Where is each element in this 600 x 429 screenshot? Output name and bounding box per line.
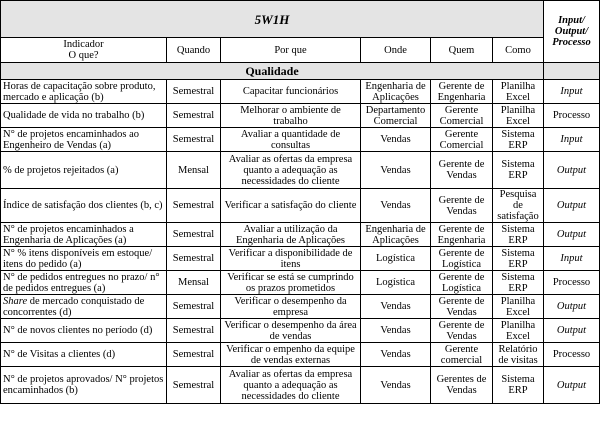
- cell-onde: Engenharia de Aplicações: [361, 80, 431, 104]
- header-onde: Onde: [361, 38, 431, 63]
- cell-por-que: Avaliar a quantidade de consultas: [221, 128, 361, 152]
- cell-onde: Engenharia de Aplicações: [361, 223, 431, 247]
- cell-por-que: Verificar a disponibilidade de itens: [221, 247, 361, 271]
- header-indicador-line1: Indicador: [63, 39, 104, 50]
- cell-io: Output: [544, 189, 600, 223]
- cell-indicador: [1, 189, 167, 223]
- cell-indicador: [1, 271, 167, 295]
- cell-quando: Semestral: [167, 247, 221, 271]
- cell-indicador: [1, 128, 167, 152]
- cell-quando: Semestral: [167, 80, 221, 104]
- header-indicador-line2: O que?: [68, 50, 99, 61]
- cell-como: Sistema ERP: [493, 271, 544, 295]
- cell-como: Sistema ERP: [493, 128, 544, 152]
- cell-io: Output: [544, 319, 600, 343]
- header-como: Como: [493, 38, 544, 63]
- cell-indicador: [1, 295, 167, 319]
- cell-como: Relatório de visitas: [493, 343, 544, 367]
- table-row: [1, 271, 600, 295]
- cell-io: Output: [544, 295, 600, 319]
- cell-indicador: [1, 343, 167, 367]
- cell-quem: Gerente de Vendas: [431, 319, 493, 343]
- cell-quando: Semestral: [167, 343, 221, 367]
- header-row: [1, 38, 600, 63]
- table-row: [1, 319, 600, 343]
- cell-indicador-text: N° de projetos aprovados/ N° projetos encaminhados (b): [3, 374, 164, 396]
- cell-indicador-text: N° de projetos encaminhados a Engenharia de Aplicações (a): [3, 223, 134, 246]
- section-label: Qualidade: [1, 63, 544, 80]
- cell-como: Planilha Excel: [493, 319, 544, 343]
- cell-por-que: Melhorar o ambiente de trabalho: [221, 104, 361, 128]
- cell-quem: Gerente de Logística: [431, 247, 493, 271]
- cell-indicador-text: Horas de capacitação sobre produto, mercado e aplicação (b): [3, 80, 156, 103]
- cell-indicador-emphasis: Share: [3, 295, 28, 307]
- cell-quando: Semestral: [167, 319, 221, 343]
- cell-por-que: Capacitar funcionários: [221, 80, 361, 104]
- cell-por-que: Verificar o desempenho da área de vendas: [221, 319, 361, 343]
- table-row: [1, 223, 600, 247]
- section-io-cell: [544, 63, 600, 80]
- cell-quem: Gerente de Vendas: [431, 295, 493, 319]
- cell-quando: Semestral: [167, 367, 221, 404]
- cell-por-que: Verificar o desempenho da empresa: [221, 295, 361, 319]
- table-row: [1, 104, 600, 128]
- cell-quem: Gerente de Engenharia: [431, 223, 493, 247]
- cell-io: Output: [544, 367, 600, 404]
- cell-onde: Vendas: [361, 343, 431, 367]
- cell-io: Input: [544, 128, 600, 152]
- cell-onde: Vendas: [361, 367, 431, 404]
- cell-por-que: Verificar o empenho da equipe de vendas externas: [221, 343, 361, 367]
- cell-onde: Vendas: [361, 189, 431, 223]
- cell-quando: Mensal: [167, 152, 221, 189]
- cell-indicador-text: de mercado conquistado de concorrentes (d): [3, 295, 145, 318]
- header-quem: Quem: [431, 38, 493, 63]
- cell-indicador-text: % de projetos rejeitados (a): [3, 164, 119, 176]
- table-row: [1, 189, 600, 223]
- cell-indicador: [1, 104, 167, 128]
- cell-por-que: Verificar a satisfação do cliente: [221, 189, 361, 223]
- header-quando: Quando: [167, 38, 221, 63]
- cell-indicador-text: N° de projetos encaminhados ao Engenheiro de Vendas (a): [3, 128, 139, 151]
- cell-quem: Gerente comercial: [431, 343, 493, 367]
- cell-indicador-text: N° % itens disponíveis em estoque/ itens do pedido (a): [3, 247, 153, 270]
- cell-io: Processo: [544, 343, 600, 367]
- cell-onde: Logística: [361, 271, 431, 295]
- cell-quem: Gerente de Vendas: [431, 189, 493, 223]
- cell-indicador-text: N° de novos clientes no período (d): [3, 325, 153, 336]
- cell-quem: Gerente de Vendas: [431, 152, 493, 189]
- cell-indicador: [1, 367, 167, 404]
- cell-indicador: [1, 152, 167, 189]
- cell-io: Output: [544, 223, 600, 247]
- cell-quando: Semestral: [167, 295, 221, 319]
- table-row: [1, 247, 600, 271]
- cell-como: Sistema ERP: [493, 223, 544, 247]
- cell-como: Planilha Excel: [493, 104, 544, 128]
- cell-quando: Semestral: [167, 189, 221, 223]
- cell-como: Sistema ERP: [493, 152, 544, 189]
- io-column-header: Input/ Output/ Processo: [544, 1, 600, 63]
- cell-quem: Gerentes de Vendas: [431, 367, 493, 404]
- cell-io: Input: [544, 247, 600, 271]
- cell-indicador-text: N° de Visitas a clientes (d): [3, 349, 116, 360]
- cell-onde: Vendas: [361, 295, 431, 319]
- cell-indicador: [1, 247, 167, 271]
- cell-onde: Vendas: [361, 128, 431, 152]
- cell-indicador: [1, 319, 167, 343]
- header-indicador: [1, 38, 167, 63]
- cell-onde: Vendas: [361, 152, 431, 189]
- table-row: [1, 295, 600, 319]
- cell-quando: Semestral: [167, 128, 221, 152]
- cell-io: Processo: [544, 104, 600, 128]
- cell-io: Output: [544, 152, 600, 189]
- table-row: [1, 152, 600, 189]
- cell-indicador-text: Índice de satisfação dos clientes (b, c): [3, 200, 163, 211]
- table-title: 5W1H: [1, 1, 544, 38]
- cell-onde: Departamento Comercial: [361, 104, 431, 128]
- table-row: [1, 80, 600, 104]
- cell-indicador-text: N° de pedidos entregues no prazo/ n° de pedidos entregues (a): [3, 271, 160, 294]
- cell-io: Input: [544, 80, 600, 104]
- cell-por-que: Avaliar as ofertas da empresa quanto a adequação as necessidades do cliente: [221, 152, 361, 189]
- cell-indicador: [1, 223, 167, 247]
- table-row: [1, 343, 600, 367]
- cell-onde: Vendas: [361, 319, 431, 343]
- table-row: [1, 367, 600, 404]
- cell-como: Planilha Excel: [493, 295, 544, 319]
- cell-io: Processo: [544, 271, 600, 295]
- cell-como: Pesquisa de satisfação: [493, 189, 544, 223]
- header-por-que: Por que: [221, 38, 361, 63]
- cell-como: Planilha Excel: [493, 80, 544, 104]
- cell-indicador: [1, 80, 167, 104]
- cell-quem: Gerente Comercial: [431, 128, 493, 152]
- cell-indicador-text: Qualidade de vida no trabalho (b): [3, 110, 145, 121]
- cell-por-que: Avaliar a utilização da Engenharia de Aplicações: [221, 223, 361, 247]
- cell-como: Sistema ERP: [493, 247, 544, 271]
- cell-quem: Gerente de Logística: [431, 271, 493, 295]
- title-row: [1, 1, 600, 38]
- cell-quando: Semestral: [167, 104, 221, 128]
- cell-por-que: Avaliar as ofertas da empresa quanto a adequação as necessidades do cliente: [221, 367, 361, 404]
- cell-quem: Gerente de Engenharia: [431, 80, 493, 104]
- cell-quando: Semestral: [167, 223, 221, 247]
- cell-quando: Mensal: [167, 271, 221, 295]
- cell-onde: Logística: [361, 247, 431, 271]
- cell-quem: Gerente Comercial: [431, 104, 493, 128]
- cell-por-que: Verificar se está se cumprindo os prazos prometidos: [221, 271, 361, 295]
- table-row: [1, 128, 600, 152]
- section-row: [1, 63, 600, 80]
- cell-como: Sistema ERP: [493, 367, 544, 404]
